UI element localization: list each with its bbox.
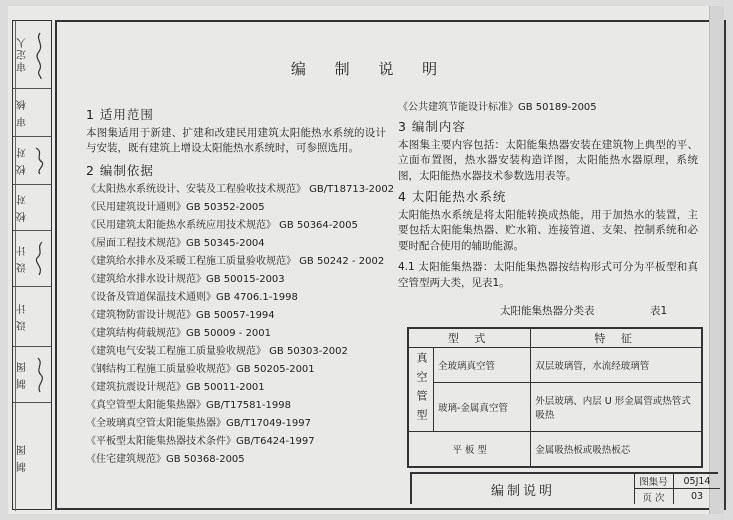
table-header-feature: 特 征: [531, 328, 702, 348]
reference-item: 《建筑物防雷设计规范》GB 50057-1994: [86, 310, 275, 321]
signoff-cell-check-sign: [13, 137, 51, 185]
reference-item: 《民用建筑设计通则》GB 50352-2005: [86, 202, 265, 213]
signoff-cell-drawing: [13, 403, 51, 511]
signoff-label: 设 计: [15, 231, 30, 286]
signoff-cell-design: [13, 287, 51, 347]
signature-image: [31, 137, 49, 184]
signoff-label: 制 图: [15, 403, 30, 511]
section-heading-system: 4 太阳能热水系统: [398, 189, 507, 204]
section-heading-content: 3 编制内容: [398, 119, 466, 134]
signoff-cell-drawing-sign: [13, 347, 51, 403]
signoff-cell-review: [13, 89, 51, 137]
title-block-grid: [634, 474, 720, 504]
section-heading-scope: 1 适用范围: [86, 107, 154, 122]
reference-item: 《真空管型太阳能集热器》GB/T17581-1998: [86, 400, 291, 411]
page-number-value: 03: [690, 491, 704, 502]
signoff-label: 制 图: [15, 347, 30, 402]
signature-image: [31, 89, 49, 136]
signoff-label: 校 对: [15, 137, 30, 184]
table-number: 表1: [650, 305, 668, 317]
table-row: [408, 348, 702, 383]
signoff-cell-check: [13, 185, 51, 231]
right-column: [398, 99, 698, 291]
signature-image: [31, 287, 49, 346]
table-group-label: 真空管型: [408, 348, 434, 432]
left-column: [86, 105, 395, 469]
table-caption: 太阳能集热器分类表: [500, 305, 595, 317]
signoff-cell-design-sign: [13, 231, 51, 287]
table-row: [408, 383, 702, 432]
table-cell-feature: 外层玻璃、内层 U 形金属管或热管式吸热: [531, 383, 702, 432]
page-number-label: 页 次: [634, 489, 674, 504]
table-cell-type: 平 板 型: [408, 432, 531, 468]
reference-item: 《建筑电气安装工程施工质量验收规范》 GB 50303-2002: [86, 346, 348, 357]
section-text-scope: 本图集适用于新建、扩建和改建民用建筑太阳能热水系统的设计与安装，既有建筑上增设太阳能热水系统时，可参照选用。: [86, 126, 386, 154]
table-row: [408, 432, 702, 468]
title-block: [410, 472, 718, 504]
section-text-collector: 4.1 太阳能集热器：太阳能集热器按结构形式可分为平板型和真空管型两大类，见表1。: [398, 261, 698, 289]
section-heading-basis: 2 编制依据: [86, 162, 154, 178]
table-cell-feature: 金属吸热板或吸热板芯: [531, 432, 702, 468]
table-header-row: [408, 328, 702, 348]
reference-item: 《住宅建筑规范》GB 50368-2005: [86, 454, 245, 465]
signoff-label: 审 核: [15, 89, 30, 136]
reference-item: 《平板型太阳能集热器技术条件》GB/T6424-1997: [86, 436, 315, 447]
signature-image: [31, 185, 49, 230]
reference-item: 《屋面工程技术规范》GB 50345-2004: [86, 238, 265, 249]
table-header-type: 型 式: [408, 328, 531, 348]
table-cell-type: 玻璃-金属真空管: [434, 383, 531, 432]
title-block-name: 编制说明: [412, 474, 635, 504]
reference-item: 《公共建筑节能设计标准》GB 50189-2005: [398, 102, 597, 113]
atlas-number-value: 05J14: [674, 474, 720, 489]
table-cell-feature: 双层玻璃管，水流经玻璃管: [531, 348, 702, 383]
reference-item: 《建筑给水排水及采暖工程施工质量验收规范》 GB 50242 - 2002: [86, 256, 385, 267]
binding-edge: [709, 6, 724, 514]
signature-image: [31, 403, 49, 511]
section-text-content: 本图集主要内容包括：太阳能集热器安装在建筑物上典型的平、立面布置图，热水器安装构造详图，太阳能热水器原理，系统图，太阳能热水器技术参数选用表等。: [398, 138, 698, 182]
reference-item: 《太阳热水系统设计、安装及工程验收技术规范》 GB/T18713-2002: [86, 184, 395, 195]
reference-item: 《全玻璃真空管太阳能集热器》GB/T17049-1997: [86, 418, 311, 429]
section-text-system: 太阳能热水系统是将太阳能转换成热能，用于加热水的装置，主要包括太阳能集热器、贮水箱、连接管道、支架、控制系统和必要时配合使用的辅助能源。: [398, 208, 698, 252]
page-title: 编 制 说 明: [290, 60, 450, 78]
signature-image: [31, 21, 49, 88]
reference-item: 《建筑给水排水设计规范》GB 50015-2003: [86, 274, 285, 285]
signature-image: [31, 231, 49, 286]
reference-item: 《建筑抗震设计规范》GB 50011-2001: [86, 382, 265, 393]
reference-item: 《钢结构工程施工质量验收规范》GB 50205-2001: [86, 364, 315, 375]
signoff-column: [12, 20, 52, 510]
table-cell-type: 全玻璃真空管: [434, 348, 531, 383]
atlas-number-label: 图集号: [634, 474, 674, 489]
reference-item: 《建筑结构荷载规范》GB 50009 - 2001: [86, 328, 272, 339]
signoff-label: 审定人: [15, 21, 30, 88]
collector-classification-table: [407, 327, 703, 468]
signoff-label: 校 对: [15, 185, 30, 230]
signoff-label: 设 计: [15, 287, 30, 346]
reference-item: 《设备及管道保温技术通则》GB 4706.1-1998: [86, 292, 298, 303]
reference-item: 《民用建筑太阳能热水系统应用技术规范》 GB 50364-2005: [86, 220, 358, 231]
signoff-cell-approver: [13, 21, 51, 89]
signature-image: [31, 347, 49, 402]
